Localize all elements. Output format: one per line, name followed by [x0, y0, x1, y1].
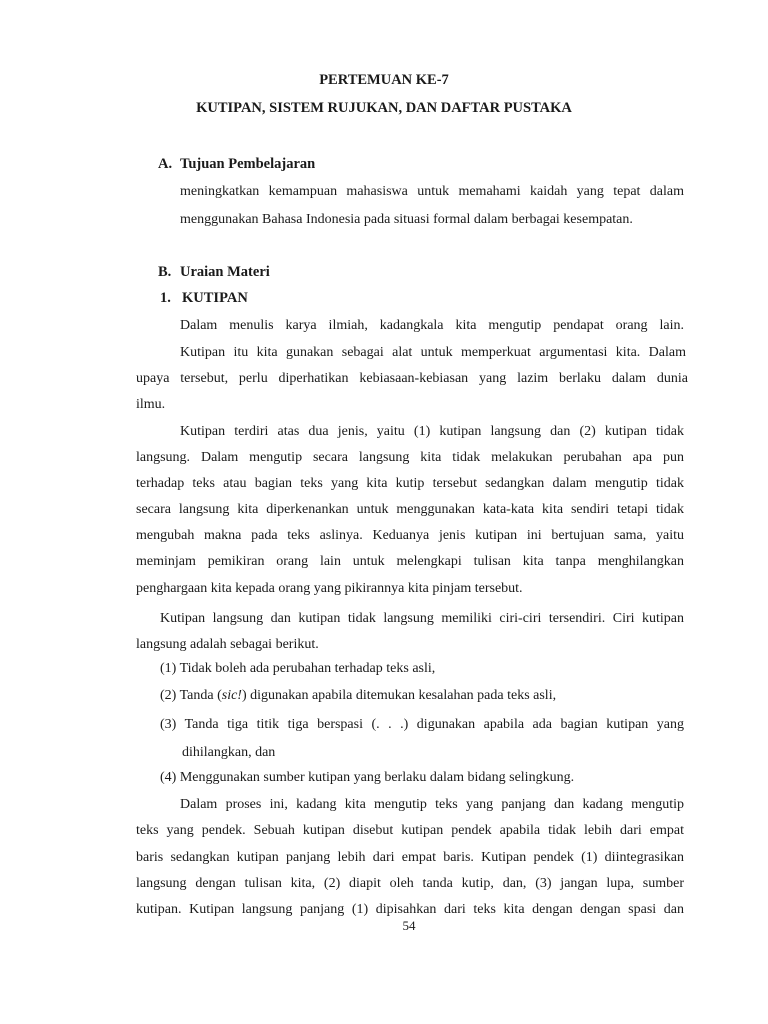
objective-line: menggunakan Bahasa Indonesia pada situasi formal dalam berbagai kesempatan.	[180, 212, 633, 227]
paragraph-line: langsung dengan tulisan kita, (2) diapit oleh tanda kutip, dan, (3) jangan lupa, sumber	[136, 876, 684, 891]
paragraph-line: Dalam proses ini, kadang kita mengutip teks yang panjang dan kadang mengutip	[180, 797, 684, 812]
section-a-heading	[158, 156, 315, 173]
chapter-title: PERTEMUAN KE-7	[319, 72, 449, 88]
list-item: (3) Tanda tiga titik tiga berspasi (. . .) digunakan apabila ada bagian kutipan yang	[160, 717, 684, 732]
list-item-continuation: dihilangkan, dan	[182, 745, 276, 760]
paragraph-line: langsung. Dalam mengutip secara langsung kita tidak melakukan perubahan apa pun	[136, 450, 684, 465]
paragraph-line: Kutipan itu kita gunakan sebagai alat untuk memperkuat argumentasi kita. Dalam	[180, 345, 686, 360]
objective-line: meningkatkan kemampuan mahasiswa untuk memahami kaidah yang tepat dalam	[180, 184, 684, 199]
paragraph-line: mengubah makna pada teks aslinya. Keduanya jenis kutipan ini bertujuan sama, yaitu	[136, 528, 684, 543]
paragraph-line: penghargaan kita kepada orang yang pikirannya kita pinjam tersebut.	[136, 581, 523, 596]
section-b-heading	[158, 264, 270, 281]
paragraph-line: teks yang pendek. Sebuah kutipan disebut kutipan pendek apabila tidak lebih dari empat	[136, 823, 684, 838]
chapter-subtitle: KUTIPAN, SISTEM RUJUKAN, DAN DAFTAR PUSTAKA	[196, 100, 572, 116]
section-b-title: Uraian Materi	[180, 264, 270, 280]
paragraph-line: kutipan. Kutipan langsung panjang (1) dipisahkan dari teks kita dengan dengan spasi dan	[136, 902, 684, 917]
paragraph-line: meminjam pemikiran orang lain untuk melengkapi tulisan kita tanpa menghilangkan	[136, 554, 684, 569]
list-item-text: (2) Tanda (	[160, 688, 222, 703]
paragraph-line: secara langsung kita diperkenankan untuk menggunakan kata-kata kita sendiri tetapi tidak	[136, 502, 684, 517]
subsection-1-heading	[160, 290, 248, 307]
subsection-1-marker: 1.	[160, 290, 171, 306]
subsection-1-title: KUTIPAN	[182, 290, 248, 306]
paragraph-line: terhadap teks atau bagian teks yang kita kutip tersebut sedangkan dalam mengutip tidak	[136, 476, 684, 491]
paragraph-line: langsung adalah sebagai berikut.	[136, 637, 319, 652]
section-b-marker: B.	[158, 264, 172, 280]
paragraph-line: Dalam menulis karya ilmiah, kadangkala kita mengutip pendapat orang lain.	[180, 318, 684, 333]
list-item-text: ) digunakan apabila ditemukan kesalahan pada teks asli,	[241, 688, 557, 703]
paragraph-line: upaya tersebut, perlu diperhatikan kebiasaan-kebiasan yang lazim berlaku dalam dunia	[136, 371, 688, 386]
list-item: (4) Menggunakan sumber kutipan yang berlaku dalam bidang selingkung.	[160, 770, 575, 785]
paragraph-line: Kutipan terdiri atas dua jenis, yaitu (1) kutipan langsung dan (2) kutipan tidak	[180, 424, 684, 439]
page-number: 54	[402, 918, 416, 933]
paragraph-line: Kutipan langsung dan kutipan tidak langsung memiliki ciri-ciri tersendiri. Ciri kutipan	[160, 611, 684, 626]
paragraph-line: ilmu.	[136, 397, 166, 412]
list-item	[160, 688, 556, 704]
list-item-italic-text: sic!	[221, 688, 242, 703]
paragraph-line: baris sedangkan kutipan panjang lebih dari empat baris. Kutipan pendek (1) diintegrasikan	[136, 850, 684, 865]
section-a-marker: A.	[158, 156, 173, 172]
list-item: (1) Tidak boleh ada perubahan terhadap teks asli,	[160, 661, 436, 676]
section-a-title: Tujuan Pembelajaran	[180, 156, 316, 172]
